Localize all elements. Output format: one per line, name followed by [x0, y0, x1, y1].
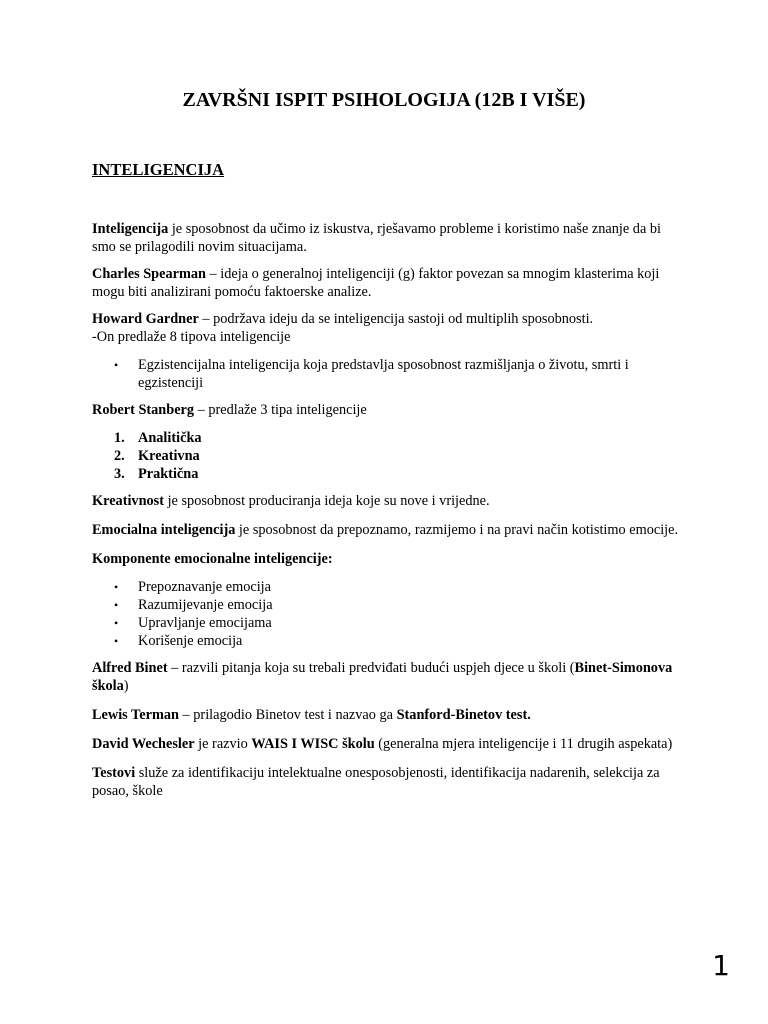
list-number: 2.: [114, 448, 125, 464]
term-emocialna-inteligencija: Emocialna inteligencija: [92, 522, 236, 538]
numbered-list-intelligence-types: [92, 429, 684, 483]
list-item: [92, 429, 684, 447]
definition-text: je sposobnost da učimo iz iskustva, rješavamo probleme i koristimo naše znanje da bi smo se prilagodili novim situacijama.: [92, 221, 661, 255]
description-line: -On predlaže 8 tipova inteligencije: [92, 329, 291, 345]
test-name: Binet-Simonova škola: [92, 660, 673, 694]
term-kreativnost: Kreativnost: [92, 493, 165, 509]
list-item-text: Analitička: [138, 430, 202, 446]
name-binet: Alfred Binet: [92, 660, 168, 676]
term-inteligencija: Inteligencija: [92, 221, 169, 237]
paragraph-komponente: [92, 550, 684, 568]
list-item: [92, 447, 684, 465]
description-text: – razvili pitanja koja su trebali predviđati budući uspjeh djece u školi (: [167, 660, 575, 676]
list-item: [92, 465, 684, 483]
list-item: [92, 356, 684, 392]
test-name: Stanford-Binetov test.: [396, 707, 531, 723]
list-item-text: Egzistencijalna inteligencija koja predstavlja sposobnost razmišljanja o životu, smrti i egzistenciji: [138, 357, 629, 391]
description-text: – podržava ideju da se inteligencija sastoji od multiplih sposobnosti.: [198, 311, 594, 327]
section-heading: INTELIGENCIJA: [92, 160, 225, 179]
paragraph-kreativnost: [92, 492, 684, 510]
list-item-text: Kreativna: [138, 448, 200, 464]
paragraph-gardner: [92, 310, 684, 346]
document-title: ZAVRŠNI ISPIT PSIHOLOGIJA (12B I VIŠE): [182, 89, 586, 111]
list-item: [92, 632, 684, 650]
definition-text: je sposobnost produciranja ideja koje su nove i vrijedne.: [164, 493, 490, 509]
list-item-text: Upravljanje emocijama: [138, 615, 272, 631]
description-text: je razvio: [194, 736, 252, 752]
paragraph-stanberg: [92, 401, 684, 419]
description-text: (generalna mjera inteligencije i 11 drugih aspekata): [374, 736, 673, 752]
list-item-text: Korišenje emocija: [138, 633, 243, 649]
description-text: ): [123, 678, 129, 694]
document-body: [92, 220, 684, 809]
heading-komponente: Komponente emocionalne inteligencije:: [92, 551, 333, 567]
paragraph-spearman: [92, 265, 684, 301]
list-number: 3.: [114, 466, 125, 482]
list-number: 1.: [114, 430, 125, 446]
name-stanberg: Robert Stanberg: [92, 402, 195, 418]
description-text: – prilagodio Binetov test i nazvao ga: [178, 707, 397, 723]
bullet-icon: •: [114, 616, 119, 630]
bullet-list-emotions: [92, 578, 684, 650]
paragraph-terman: [92, 706, 684, 724]
paragraph-wechesler: [92, 735, 684, 753]
test-name: WAIS I WISC školu: [251, 736, 375, 752]
paragraph-inteligencija: [92, 220, 684, 256]
description-text: služe za identifikaciju intelektualne onesposobjenosti, identifikacija nadarenih, selekcija za posao, škole: [92, 765, 660, 799]
paragraph-binet: [92, 659, 684, 695]
bullet-list-gardner: [92, 356, 684, 392]
bullet-icon: •: [114, 634, 119, 648]
bullet-icon: •: [114, 358, 119, 372]
paragraph-emocialna: [92, 521, 684, 539]
name-wechesler: David Wechesler: [92, 736, 195, 752]
bullet-icon: •: [114, 580, 119, 594]
list-item: [92, 614, 684, 632]
bullet-icon: •: [114, 598, 119, 612]
list-item-text: Razumijevanje emocija: [138, 597, 273, 613]
description-text: – ideja o generalnoj inteligenciji (g) faktor povezan sa mnogim klasterima koji mogu biti analizirani pomoću faktoerske analize.: [92, 266, 660, 300]
list-item: [92, 596, 684, 614]
list-item-text: Praktična: [138, 466, 199, 482]
paragraph-testovi: [92, 764, 684, 800]
list-item: [92, 578, 684, 596]
description-text: – predlaže 3 tipa inteligencije: [194, 402, 367, 418]
name-terman: Lewis Terman: [92, 707, 179, 723]
definition-text: je sposobnost da prepoznamo, razmijemo i na pravi način kotistimo emocije.: [235, 522, 679, 538]
list-item-text: Prepoznavanje emocija: [138, 579, 271, 595]
page-number: 1: [712, 949, 730, 982]
name-gardner: Howard Gardner: [92, 311, 199, 327]
term-testovi: Testovi: [92, 765, 136, 781]
name-spearman: Charles Spearman: [92, 266, 206, 282]
